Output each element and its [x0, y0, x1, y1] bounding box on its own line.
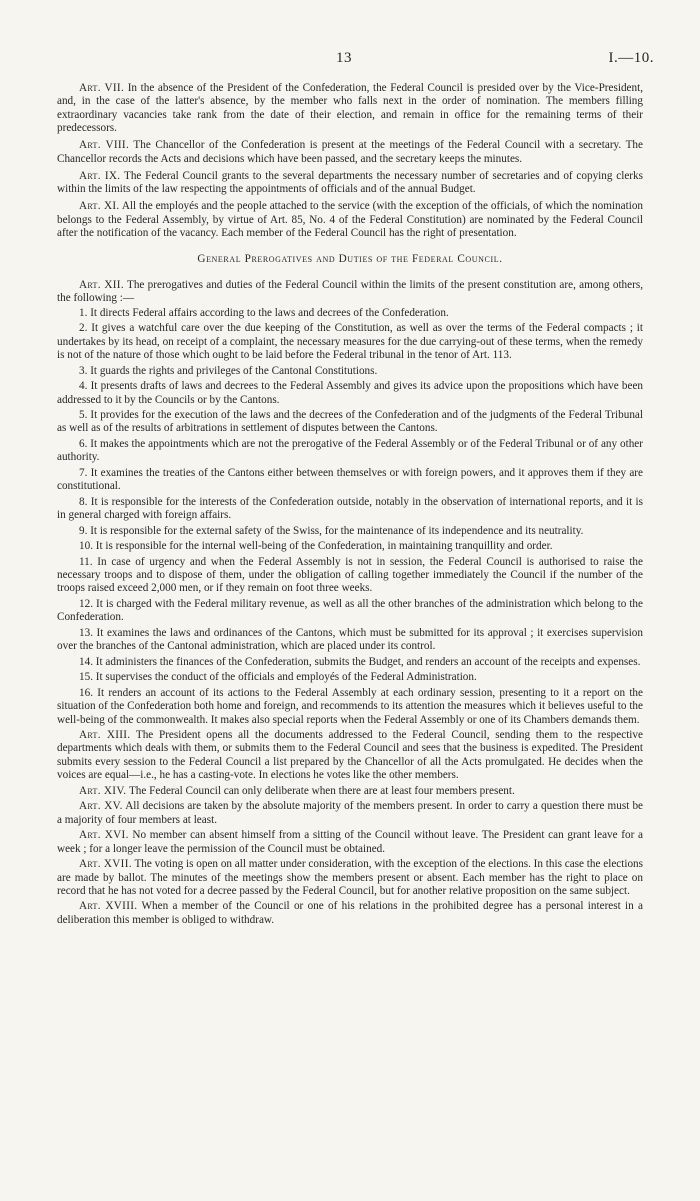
article-paragraph: [57, 279, 643, 306]
article-label: Art. XIII.: [79, 728, 131, 741]
article-label: Art. VII.: [79, 82, 125, 94]
article-paragraph: [57, 170, 643, 197]
body-text: [57, 82, 643, 929]
page-number: 13: [336, 50, 352, 66]
list-item: 8. It is responsible for the interests of the Confederation outside, notably in the observation of international reports, and it is in general charged with foreign affairs.: [57, 495, 643, 522]
article-paragraph: [57, 900, 643, 927]
article-label: Art. XIV.: [79, 784, 127, 797]
list-item: 11. In case of urgency and when the Federal Assembly is not in session, the Federal Council is authorised to raise the necessary troops and to dispose of them, under the obligation of calling together immediately the Council if the number of the troops raised exceed 2,000 men, or if they remain on foot three weeks.: [57, 555, 643, 595]
list-item: 12. It is charged with the Federal military revenue, as well as all the other branches of the administration which belong to the Confederation.: [57, 597, 643, 624]
list-item: 15. It supervises the conduct of the officials and employés of the Federal Administration.: [79, 671, 477, 684]
article-text: The Federal Council grants to the several departments the necessary number of secretaries and of copying clerks within the limits of the law respecting the appointments of officials and of the annual Budget.: [57, 169, 643, 196]
article-text: All the employés and the people attached to the service (with the exception of the officials, of which the nomination belongs to the Federal Assembly, by virtue of Art. 85, No. 4 of the Federal Constitution) are nominated by the Federal Council after the notification of the vacancy. Each member of the Federal Council has the right of presentation.: [57, 200, 644, 240]
list-item: 2. It gives a watchful care over the due keeping of the Constitution, as well as over the terms of the Federal compacts ; it undertakes by its head, on receipt of a complaint, the necessary measures for the due carrying-out of these terms, when the remedy is not of the nature of those which ought to be laid before the Federal tribunal in the tenor of Art. 113.: [57, 322, 643, 362]
list-item: 16. It renders an account of its actions to the Federal Assembly at each ordinary session, presenting to it a report on the situation of the Confederation both home and foreign, and recommends to its attention the measures which it believes useful to the well-being of the commonwealth. It makes also special reports when the Federal Assembly or one of its Chambers demands them.: [57, 686, 643, 726]
article-text: The voting is open on all matter under consideration, with the exception of the elections. In this case the elections are made by ballot. The minutes of the meetings show the members present or absent. Each member has the right to place on record that he has not voted for a decree passed by the Federal Council, but for another relative proposition on the same subject.: [57, 858, 644, 897]
list-item: 14. It administers the finances of the Confederation, submits the Budget, and renders an account of the receipts and expenses.: [79, 655, 641, 668]
article-paragraph: [57, 829, 643, 856]
article-paragraph: [57, 785, 643, 798]
section-heading: General Prerogatives and Duties of the Federal Council.: [197, 253, 503, 266]
article-label: Art. IX.: [79, 169, 121, 182]
document-reference: I.—10.: [608, 50, 654, 66]
article-text: The President opens all the documents addressed to the Federal Council, sending them to the respective departments which deals with them, or submits them to the Federal Council and sees that the business is expedited. The President submits every session to the Federal Council a list prepared by the Chancellor of all the Acts promulgated. He decides when the voices are equal—i.e., he has a casting-vote. In elections he votes like the other members.: [57, 728, 643, 782]
list-item: 6. It makes the appointments which are not the prerogative of the Federal Assembly or of the Federal Tribunal or of any other authority.: [57, 437, 643, 464]
article-label: Art. XVII.: [79, 858, 132, 871]
list-item: 13. It examines the laws and ordinances of the Cantons, which must be submitted for its approval ; it exercises supervision over the branches of the Cantonal administration, which are placed under its control.: [57, 626, 643, 653]
list-item: 3. It guards the rights and privileges of the Cantonal Constitutions.: [79, 364, 378, 377]
article-paragraph: [57, 800, 643, 827]
article-label: Art. VIII.: [79, 139, 130, 152]
article-paragraph: [57, 200, 643, 240]
article-text: No member can absent himself from a sitting of the Council without leave. The President can grant leave for a week ; for a longer leave the permission of the Council must be obtained.: [57, 829, 643, 855]
article-paragraph: [57, 729, 643, 783]
article-label: Art. XII.: [79, 278, 124, 291]
article-text: The Chancellor of the Confederation is present at the meetings of the Federal Council with a secretary. The Chancellor records the Acts and decisions which have been passed, and the secretary keeps the minutes.: [57, 139, 643, 165]
list-item: 9. It is responsible for the external safety of the Swiss, for the maintenance of its independence and its neutrality.: [79, 524, 584, 537]
article-text: When a member of the Council or one of his relations in the prohibited degree has a personal interest in a deliberation this member is obliged to withdraw.: [57, 900, 643, 926]
list-item: 5. It provides for the execution of the laws and the decrees of the Confederation and of the judgments of the Federal Tribunal as well as of the results of arbitrations in settlement of disputes between the Cantons.: [57, 409, 643, 435]
list-item: 10. It is responsible for the internal well-being of the Confederation, in maintaining tranquillity and order.: [79, 540, 553, 553]
list-item: 1. It directs Federal affairs according to the laws and decrees of the Confederation.: [79, 306, 449, 319]
article-label: Art. XVIII.: [79, 900, 138, 913]
article-paragraph: [57, 82, 643, 136]
article-paragraph: [57, 858, 643, 898]
article-text: In the absence of the President of the Confederation, the Federal Council is presided over by the Vice-President, and, in the case of the latter's absence, by the member who falls next in the order of nomination. The members filling extraordinary vacancies take rank from the date of their election, and remain in office for the remaining terms of their predecessors.: [57, 82, 644, 135]
list-item: 4. It presents drafts of laws and decrees to the Federal Assembly and gives its advice upon the propositions which have been addressed to it by the Councils or by the Cantons.: [57, 380, 643, 406]
article-label: Art. XV.: [79, 800, 123, 813]
article-label: Art. XI.: [79, 200, 120, 213]
article-text: All decisions are taken by the absolute majority of the members present. In order to carry a question there must be a majority of four members at least.: [57, 800, 643, 826]
article-text: The Federal Council can only deliberate when there are at least four members present.: [128, 784, 515, 797]
article-text: The prerogatives and duties of the Federal Council within the limits of the present constitution are, among others, the following :—: [57, 278, 643, 305]
article-paragraph: [57, 139, 643, 166]
article-label: Art. XVI.: [79, 829, 129, 842]
list-item: 7. It examines the treaties of the Cantons either between themselves or with foreign powers, and it approves them if they are constitutional.: [57, 466, 643, 493]
